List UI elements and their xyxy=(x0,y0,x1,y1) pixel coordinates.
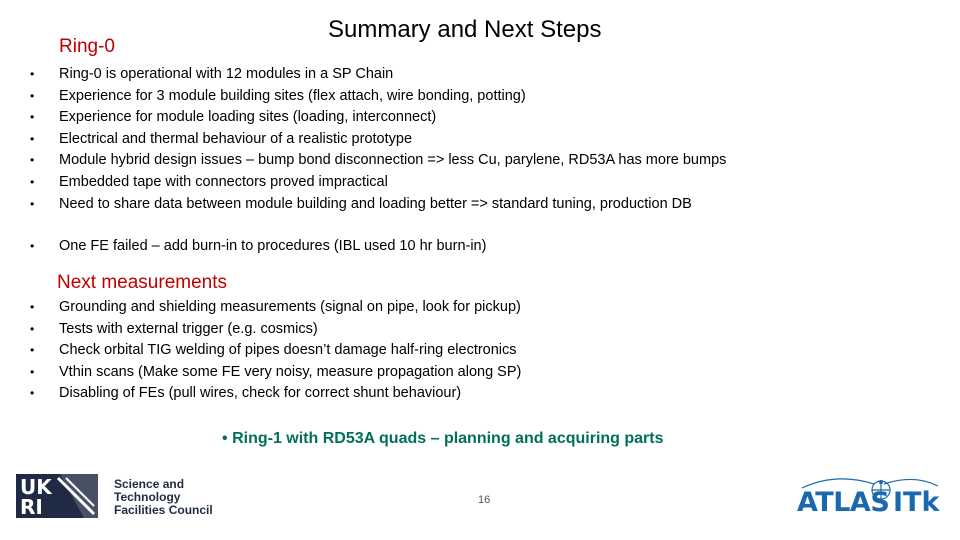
list-item: • Disabling of FEs (pull wires, check for correct shunt behaviour) xyxy=(30,383,521,405)
list-item: • Grounding and shielding measurements (signal on pipe, look for pickup) xyxy=(30,297,521,319)
page-number: 16 xyxy=(478,494,491,506)
list-item: • One FE failed – add burn-in to procedures (IBL used 10 hr burn-in) xyxy=(30,236,486,258)
bullet-icon: • xyxy=(222,430,228,447)
bullet-icon: • xyxy=(30,321,35,336)
list-item: • Ring-0 is operational with 12 modules in a SP Chain xyxy=(30,64,726,86)
ukri-ri-text: RI xyxy=(20,495,43,519)
list-item: • Need to share data between module building and loading better => standard tuning, production DB xyxy=(30,194,726,216)
next-measurements-heading: Next measurements xyxy=(57,272,228,293)
ring1-item xyxy=(222,430,664,448)
ring0-heading: Ring-0 xyxy=(59,36,115,57)
list-item: • Check orbital TIG welding of pipes doesn’t damage half-ring electronics xyxy=(30,340,521,362)
bullet-icon: • xyxy=(30,343,35,358)
atlas-wordmark: ATLAS xyxy=(797,487,890,518)
ring0-extra-item xyxy=(30,236,486,258)
bullet-icon: • xyxy=(30,364,35,379)
bullet-icon: • xyxy=(30,196,35,211)
bullet-icon: • xyxy=(30,386,35,401)
ring1-text: Ring-1 with RD53A quads – planning and acquiring parts xyxy=(232,430,664,447)
list-item: • Electrical and thermal behaviour of a realistic prototype xyxy=(30,129,726,151)
slide-title: Summary and Next Steps xyxy=(328,16,602,43)
bullet-icon: • xyxy=(30,131,35,146)
list-item: • Experience for 3 module building sites (flex attach, wire bonding, potting) xyxy=(30,86,726,108)
list-item: • Experience for module loading sites (loading, interconnect) xyxy=(30,107,726,129)
ukri-uk-text: UK xyxy=(20,475,52,499)
stfc-label: Science and Technology Facilities Council xyxy=(114,477,213,517)
list-item: • Embedded tape with connectors proved impractical xyxy=(30,172,726,194)
bullet-icon: • xyxy=(30,174,35,189)
list-item: • Tests with external trigger (e.g. cosmics) xyxy=(30,319,521,341)
itk-wordmark: ITk xyxy=(893,487,940,518)
bullet-icon: • xyxy=(30,153,35,168)
bullet-icon: • xyxy=(30,300,35,314)
list-item: • Module hybrid design issues – bump bond disconnection => less Cu, parylene, RD53A has more bumps xyxy=(30,150,726,172)
ukri-logo xyxy=(14,470,100,522)
bullet-icon: • xyxy=(30,239,35,253)
bullet-icon: • xyxy=(30,88,35,103)
next-measurements-list xyxy=(30,297,521,405)
list-item: • Vthin scans (Make some FE very noisy, measure propagation along SP) xyxy=(30,362,521,384)
bullet-icon: • xyxy=(30,110,35,125)
ring0-bullet-list xyxy=(30,64,726,215)
bullet-icon: • xyxy=(30,67,35,81)
